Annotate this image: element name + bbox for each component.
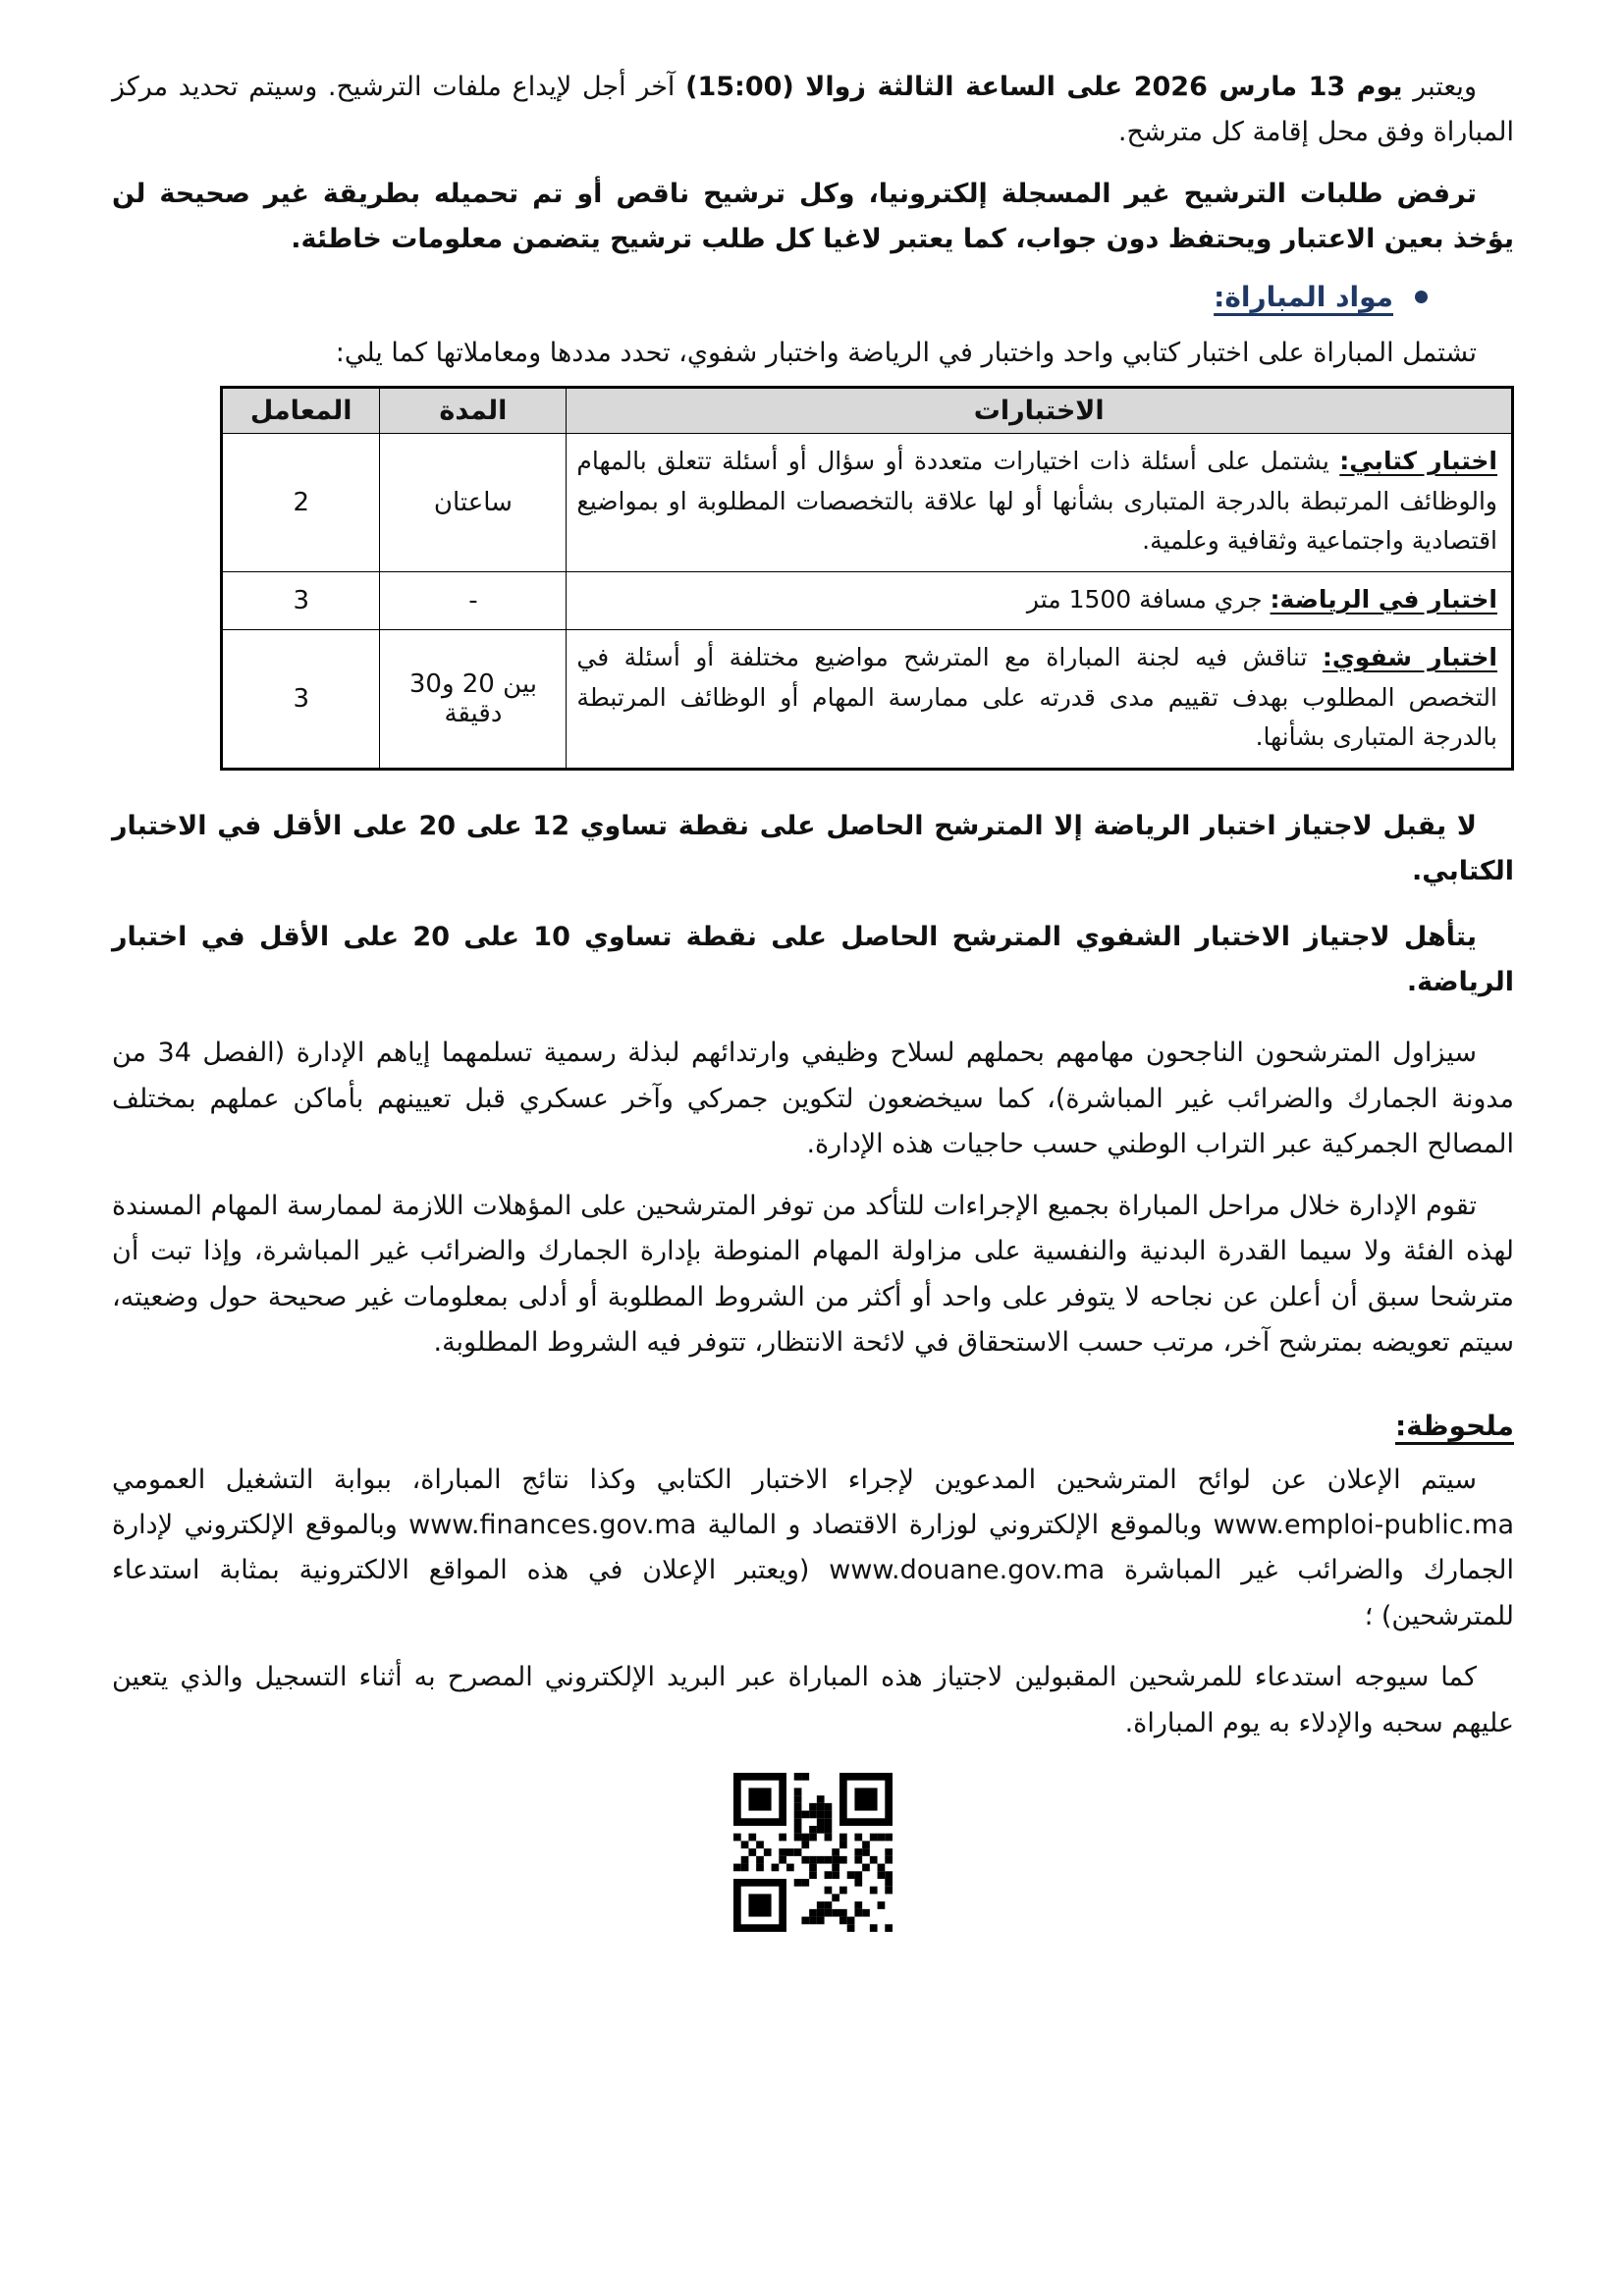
table-header-row <box>222 388 1513 434</box>
verification-paragraph: تقوم الإدارة خلال مراحل المباراة بجميع الإجراءات للتأكد من توفر المترشحين على المؤهلات اللازمة لممارسة المهام المسندة لهذه الفئة ولا سيما القدرة البدنية والنفسية على مزاولة المهام المنوطة بإدارة الجمارك والضرائب غير المباشرة، وإذا تبت أن مترشحا سبق أن أعلن عن نجاحه لا يتوفر على واحد أو أكثر من الشروط المطلوبة أو أدلى بمعلومات غير صحيحة حول وضعيته، سيتم تعويضه بمترشح آخر، مرتب حسب الاستحقاق في لائحة الانتظار، تتوفر فيه الشروط المطلوبة. <box>112 1190 1514 1359</box>
subjects-intro: تشتمل المباراة على اختبار كتابي واحد واختبار في الرياضة واختبار شفوي، تحدد مددها ومعاملاتها كما يلي: <box>335 337 1477 368</box>
subjects-heading-row <box>112 281 1514 313</box>
sport-exam-duration: - <box>380 571 567 630</box>
deadline-bold: يوم 13 مارس 2026 على الساعة الثالثة زوالا (15:00) <box>685 72 1403 102</box>
written-exam-label: اختبار كتابي: <box>1339 447 1498 476</box>
oral-exam-label: اختبار شفوي: <box>1322 643 1497 672</box>
written-exam-coefficient: 2 <box>222 434 380 572</box>
header-coefficient: المعامل <box>222 388 380 434</box>
subjects-heading: مواد المباراة: <box>1214 280 1393 313</box>
sport-exam-desc: جري مسافة 1500 متر <box>1026 584 1263 614</box>
deadline-post: آخر أجل لإيداع ملفات الترشيح. وسيتم تحديد مركز المباراة وفق محل إقامة كل مترشح. <box>112 72 1514 148</box>
header-duration: المدة <box>380 388 567 434</box>
sport-exam-coefficient: 3 <box>222 571 380 630</box>
finances-url: www.finances.gov.ma <box>408 1509 697 1540</box>
sport-exam-label: اختبار في الرياضة: <box>1270 584 1497 614</box>
oral-threshold-paragraph: يتأهل لاجتياز الاختبار الشفوي المترشح الحاصل على نقطة تساوي 10 على 20 على الأقل في اختبار الرياضة. <box>112 921 1514 997</box>
oral-exam-duration: بين 20 و30 دقيقة <box>380 630 567 770</box>
convocation-paragraph: كما سيوجه استدعاء للمرشحين المقبولين لاجتياز هذه المباراة عبر البريد الإلكتروني المصرح به أثناء التسجيل والذي يتعين عليهم سحبه والإدلاء به يوم المباراة. <box>112 1662 1514 1738</box>
header-tests: الاختبارات <box>567 388 1513 434</box>
table-row <box>222 434 1513 572</box>
qr-code-icon <box>733 1768 893 1937</box>
announcement-paragraph <box>112 1458 1514 1640</box>
oral-exam-cell <box>567 630 1513 770</box>
announcement-part1: سيتم الإعلان عن لوائح المترشحين المدعوين لإجراء الاختبار الكتابي وكذا نتائج المباراة، ببوابة التشغيل العمومي <box>112 1464 1477 1495</box>
emploi-public-url: www.emploi-public.ma <box>1213 1509 1514 1540</box>
table-row <box>222 571 1513 630</box>
announcement-part2: وبالموقع الإلكتروني لوزارة الاقتصاد و المالية <box>696 1509 1214 1540</box>
douane-url: www.douane.gov.ma <box>829 1555 1106 1586</box>
announcement-part4: (ويعتبر الإعلان في هذه المواقع الالكترونية بمثابة استدعاء للمترشحين) ؛ <box>112 1555 1514 1631</box>
deadline-pre: ويعتبر <box>1402 72 1477 102</box>
oral-exam-coefficient: 3 <box>222 630 380 770</box>
oral-exam-desc: تناقش فيه لجنة المباراة مع المترشح مواضيع مختلفة أو أسئلة في التخصص المطلوب بهدف تقييم مدى قدرته على ممارسة المهام أو الوظائف المرتبطة بالدرجة المتبارى بشأنها. <box>576 643 1497 752</box>
written-exam-cell <box>567 434 1513 572</box>
sport-exam-cell <box>567 571 1513 630</box>
sport-threshold-paragraph: لا يقبل لاجتياز اختبار الرياضة إلا المترشح الحاصل على نقطة تساوي 12 على 20 على الأقل في الاختبار الكتابي. <box>112 810 1514 887</box>
exams-table <box>220 386 1514 771</box>
rejection-paragraph: ترفض طلبات الترشيح غير المسجلة إلكترونيا، وكل ترشيح ناقص أو تم تحميله بطريقة غير صحيحة لن يؤخذ بعين الاعتبار ويحتفظ دون جواب، كما يعتبر لاغيا كل طلب ترشيح يتضمن معلومات خاطئة. <box>112 178 1514 255</box>
deadline-paragraph <box>112 65 1514 156</box>
duties-paragraph: سيزاول المترشحون الناجحون مهامهم بحملهم لسلاح وظيفي وارتدائهم لبذلة رسمية تسلمهما إياهم الإدارة (الفصل 34 من مدونة الجمارك والضرائب غير المباشرة)، كما سيخضعون لتكوين جمركي وآخر عسكري قبل تعيينهم بأماكن عملهم بمختلف المصالح الجمركية عبر التراب الوطني حسب حاجيات هذه الإدارة. <box>112 1038 1514 1160</box>
written-exam-duration: ساعتان <box>380 434 567 572</box>
bullet-icon <box>1415 291 1428 303</box>
written-exam-desc: يشتمل على أسئلة ذات اختيارات متعددة أو سؤال أو أسئلة تتعلق بالمهام والوظائف المرتبطة بالدرجة المتبارى بشأنها أو لها علاقة بالتخصصات المطلوبة او بمواضيع اقتصادية واجتماعية وثقافية وعلمية. <box>576 447 1497 556</box>
table-row <box>222 630 1513 770</box>
announcement-part3: وبالموقع الإلكتروني لإدارة الجمارك والضرائب غير المباشرة <box>112 1509 1515 1586</box>
note-heading: ملحوظة: <box>1394 1409 1514 1442</box>
qr-code-container <box>112 1768 1514 1937</box>
